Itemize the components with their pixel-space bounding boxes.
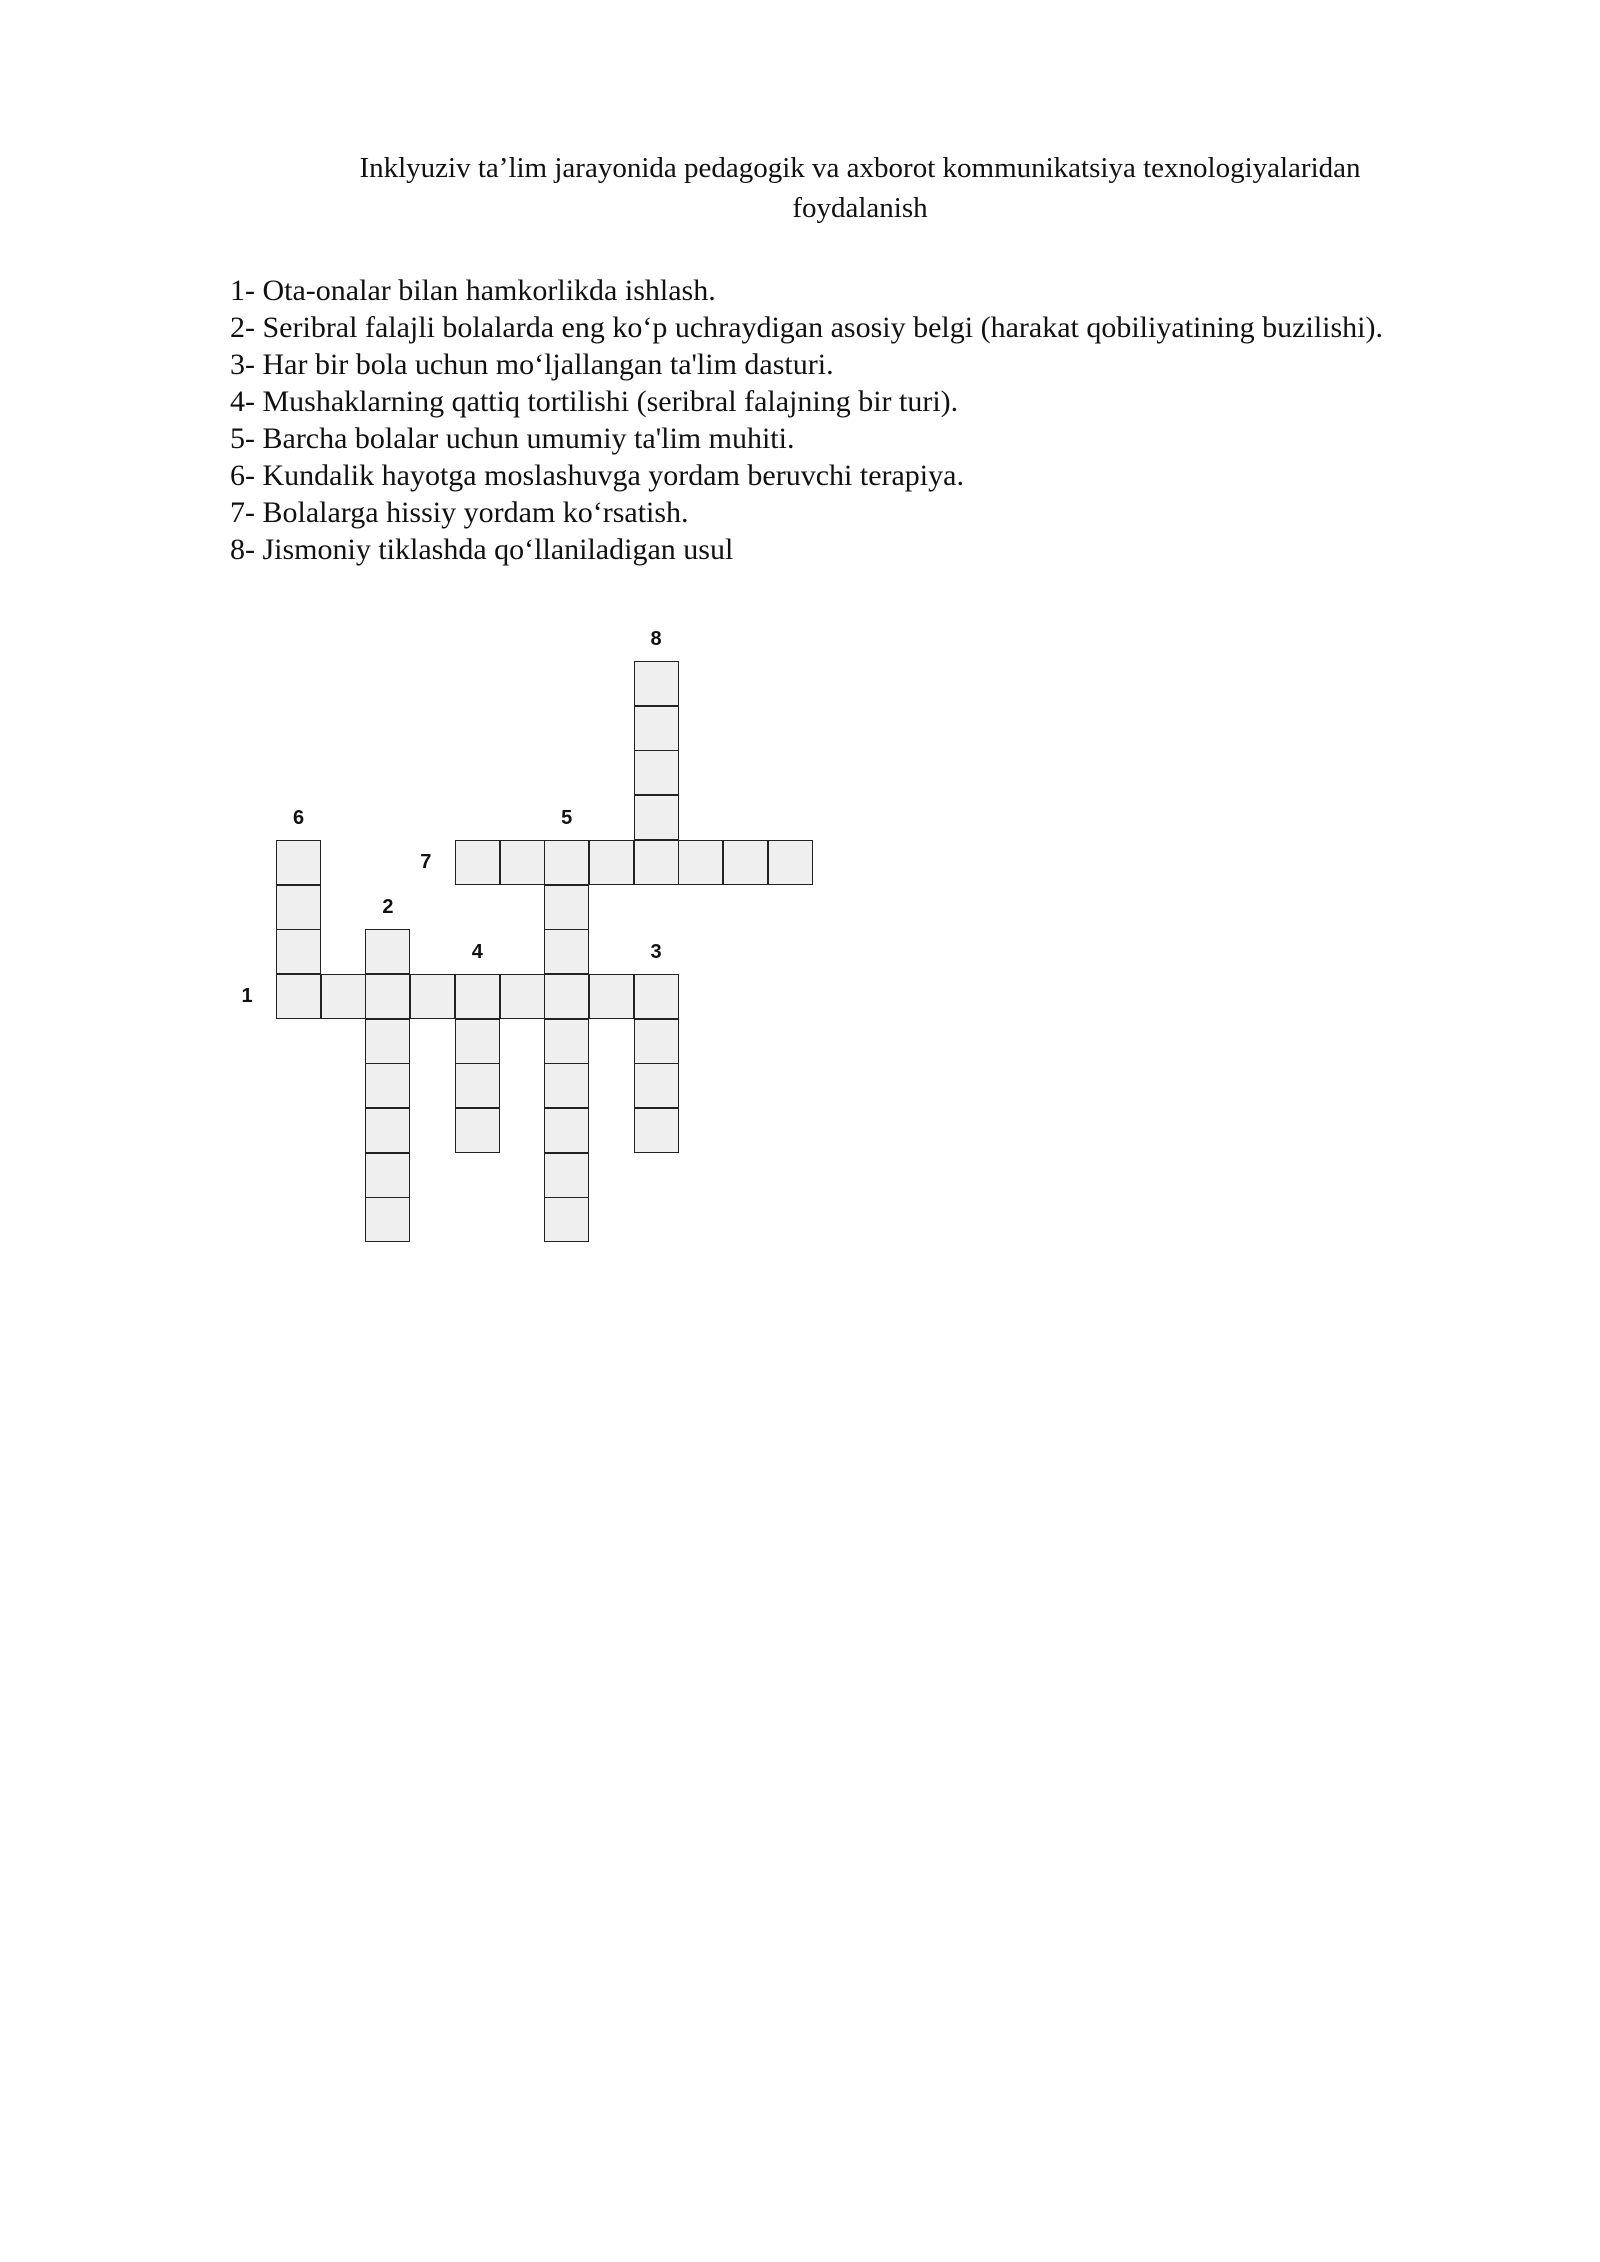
crossword-cell[interactable] xyxy=(768,840,813,885)
crossword-cell[interactable] xyxy=(365,1108,410,1153)
clue-number-4: 4 xyxy=(471,940,483,963)
crossword-cell[interactable] xyxy=(455,1063,500,1108)
crossword-cell[interactable] xyxy=(589,840,634,885)
clue-number-2: 2 xyxy=(382,896,394,919)
title-line-2: foydalanish xyxy=(792,192,928,224)
crossword-cell[interactable] xyxy=(634,1108,679,1153)
crossword-cell[interactable] xyxy=(634,1063,679,1108)
clue-item: 7- Bolalarga hissiy yordam ko‘rsatish. xyxy=(230,496,689,529)
crossword-cell[interactable] xyxy=(410,974,455,1019)
clue-item: 5- Barcha bolalar uchun umumiy ta'lim muhiti. xyxy=(230,422,795,455)
crossword-cell[interactable] xyxy=(544,1153,589,1198)
crossword-cell[interactable] xyxy=(455,840,500,885)
clue-number-3: 3 xyxy=(650,940,662,963)
clue-number-7: 7 xyxy=(420,850,432,873)
crossword-cell[interactable] xyxy=(634,706,679,751)
crossword-cell[interactable] xyxy=(544,1108,589,1153)
crossword-cell[interactable] xyxy=(544,1019,589,1064)
crossword-cell[interactable] xyxy=(634,795,679,840)
crossword-cell[interactable] xyxy=(276,929,321,974)
crossword-cell[interactable] xyxy=(634,840,679,885)
crossword-cell[interactable] xyxy=(276,885,321,930)
crossword-cell[interactable] xyxy=(365,1197,410,1242)
clue-number-5: 5 xyxy=(561,806,573,829)
crossword-cell[interactable] xyxy=(544,1063,589,1108)
crossword-cell[interactable] xyxy=(723,840,768,885)
title-line-1: Inklyuziv ta’lim jarayonida pedagogik va axborot kommunikatsiya texnologiyalaridan xyxy=(359,152,1361,184)
crossword-cell[interactable] xyxy=(634,974,679,1019)
crossword-cell[interactable] xyxy=(455,974,500,1019)
crossword-cell[interactable] xyxy=(455,1108,500,1153)
crossword-cell[interactable] xyxy=(634,1019,679,1064)
crossword-cell[interactable] xyxy=(634,750,679,795)
clue-number-6: 6 xyxy=(292,806,305,829)
crossword-cell[interactable] xyxy=(544,885,589,930)
clue-number-8: 8 xyxy=(650,628,662,650)
clue-number-1: 1 xyxy=(241,984,253,1007)
crossword-cell[interactable] xyxy=(544,1197,589,1242)
crossword-cell[interactable] xyxy=(455,1019,500,1064)
crossword-cell[interactable] xyxy=(500,840,545,885)
clue-item: 6- Kundalik hayotga moslashuvga yordam beruvchi terapiya. xyxy=(230,459,964,492)
crossword-cell[interactable] xyxy=(500,974,545,1019)
clue-item: 2- Seribral falajli bolalarda eng ko‘p uchraydigan asosiy belgi (harakat qobiliyatining buzilishi). xyxy=(230,311,1383,344)
crossword-cell[interactable] xyxy=(544,840,589,885)
clue-item: 8- Jismoniy tiklashda qo‘llaniladigan usul xyxy=(230,533,734,566)
crossword-cell[interactable] xyxy=(544,974,589,1019)
clue-item: 1- Ota-onalar bilan hamkorlikda ishlash. xyxy=(230,274,716,307)
crossword-cell[interactable] xyxy=(678,840,723,885)
crossword-cell[interactable] xyxy=(276,840,321,885)
crossword-cell[interactable] xyxy=(544,929,589,974)
crossword-cell[interactable] xyxy=(634,661,679,706)
crossword-cell[interactable] xyxy=(276,974,321,1019)
clue-item: 4- Mushaklarning qattiq tortilishi (seribral falajning bir turi). xyxy=(230,385,959,418)
crossword-cell[interactable] xyxy=(365,929,410,974)
clue-item: 3- Har bir bola uchun mo‘ljallangan ta'lim dasturi. xyxy=(230,348,834,381)
crossword-cell[interactable] xyxy=(365,974,410,1019)
crossword-cell[interactable] xyxy=(365,1153,410,1198)
crossword-cell[interactable] xyxy=(365,1019,410,1064)
crossword-cell[interactable] xyxy=(321,974,366,1019)
crossword-cell[interactable] xyxy=(365,1063,410,1108)
crossword-cell[interactable] xyxy=(589,974,634,1019)
